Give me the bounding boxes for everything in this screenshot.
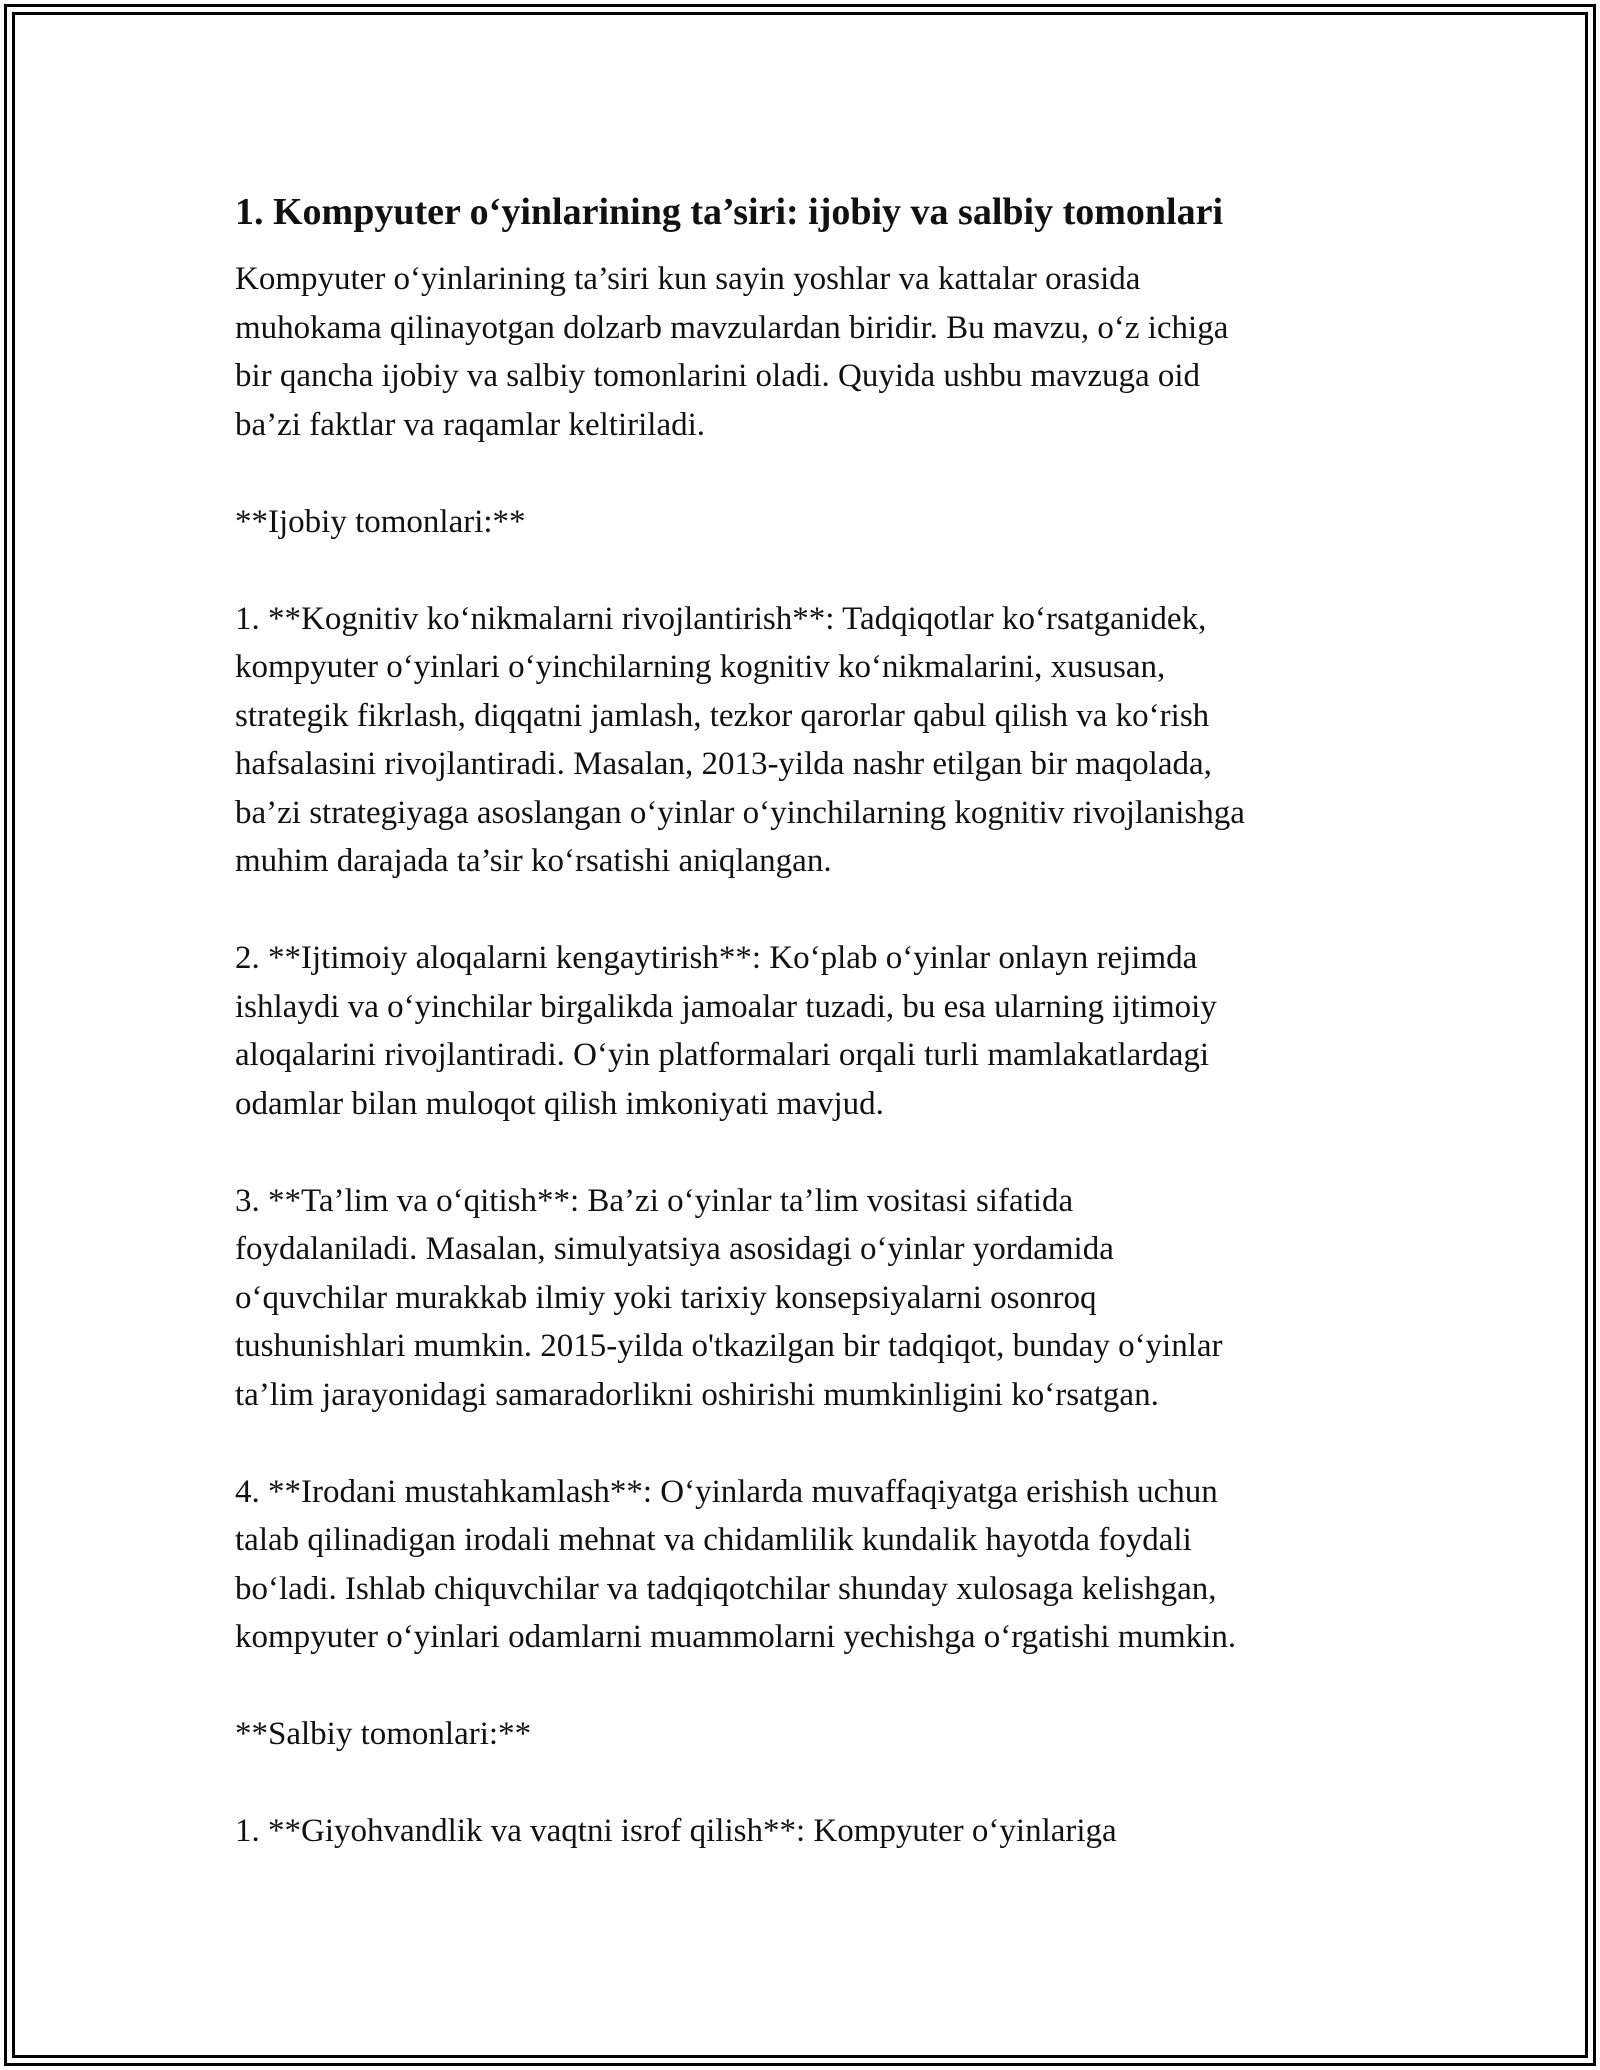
text-line: bo‘ladi. Ishlab chiquvchilar va tadqiqotchilar shunday xulosaga kelishgan, <box>235 1570 1217 1607</box>
text-line: 2. **Ijtimoiy aloqalarni kengaytirish**: Ko‘plab o‘yinlar onlayn rejimda <box>235 940 1198 976</box>
text-line: odamlar bilan muloqot qilish imkoniyati mavjud. <box>235 1085 884 1122</box>
text-line: Kompyuter o‘yinlarining ta’siri kun sayin yoshlar va kattalar orasida <box>235 261 1141 297</box>
text-line: ba’zi faktlar va raqamlar keltiriladi. <box>235 406 706 443</box>
paragraph-gap <box>235 1419 1385 1468</box>
negative-item-1 <box>235 1807 1385 1856</box>
positive-item-2 <box>235 934 1385 1128</box>
text-line: ta’lim jarayonidagi samaradorlikni oshirishi mumkinligini ko‘rsatgan. <box>235 1376 1159 1413</box>
section-heading-text: **Salbiy tomonlari:** <box>235 1716 532 1752</box>
text-line: talab qilinadigan irodali mehnat va chidamlilik kundalik hayotda foydali <box>235 1522 1192 1558</box>
paragraph-gap <box>235 1759 1385 1808</box>
positive-item-1 <box>235 595 1385 886</box>
text-line: tushunishlari mumkin. 2015-yilda o'tkazilgan bir tadqiqot, bunday o‘yinlar <box>235 1328 1223 1364</box>
text-line: hafsalasini rivojlantiradi. Masalan, 2013-yilda nashr etilgan bir maqolada, <box>235 746 1212 782</box>
text-line: 3. **Ta’lim va o‘qitish**: Ba’zi o‘yinlar ta’lim vositasi sifatida <box>235 1182 1074 1219</box>
paragraph-gap <box>235 449 1385 498</box>
document-title: 1. Kompyuter o‘yinlarining ta’siri: ijobiy va salbiy tomonlari <box>235 191 1224 233</box>
text-line: 4. **Irodani mustahkamlash**: O‘yinlarda muvaffaqiyatga erishish uchun <box>235 1473 1218 1510</box>
text-line: muhim darajada ta’sir ko‘rsatishi aniqlangan. <box>235 843 832 879</box>
positive-heading <box>235 498 1385 547</box>
section-heading-text: **Ijobiy tomonlari:** <box>235 503 526 540</box>
text-line: foydalaniladi. Masalan, simulyatsiya asosidagi o‘yinlar yordamida <box>235 1231 1114 1267</box>
text-line: 1. **Kognitiv ko‘nikmalarni rivojlantirish**: Tadqiqotlar ko‘rsatganidek, <box>235 600 1207 637</box>
text-line: bir qancha ijobiy va salbiy tomonlarini oladi. Quyida ushbu mavzuga oid <box>235 358 1201 394</box>
text-line: o‘quvchilar murakkab ilmiy yoki tarixiy konsepsiyalarni osonroq <box>235 1279 1097 1316</box>
text-line: aloqalarini rivojlantiradi. O‘yin platformalari orqali turli mamlakatlardagi <box>235 1037 1210 1073</box>
positive-item-3 <box>235 1177 1385 1420</box>
paragraph-gap <box>235 886 1385 935</box>
positive-item-4 <box>235 1468 1385 1662</box>
text-line: kompyuter o‘yinlari odamlarni muammolarni yechishga o‘rgatishi mumkin. <box>235 1619 1237 1655</box>
paragraph-gap <box>235 1662 1385 1711</box>
text-line: strategik fikrlash, diqqatni jamlash, tezkor qarorlar qabul qilish va ko‘rish <box>235 697 1210 734</box>
negative-heading <box>235 1710 1385 1759</box>
paragraph-gap <box>235 546 1385 595</box>
text-line: ishlaydi va o‘yinchilar birgalikda jamoalar tuzadi, bu esa ularning ijtimoiy <box>235 988 1217 1025</box>
text-line: 1. **Giyohvandlik va vaqtni isrof qilish**: Kompyuter o‘yinlariga <box>235 1813 1117 1849</box>
text-line: muhokama qilinayotgan dolzarb mavzulardan biridir. Bu mavzu, o‘z ichiga <box>235 309 1229 346</box>
text-line: ba’zi strategiyaga asoslangan o‘yinlar o‘yinchilarning kognitiv rivojlanishga <box>235 794 1245 831</box>
document-body <box>235 186 1385 1856</box>
intro-paragraph <box>235 255 1385 449</box>
text-line: kompyuter o‘yinlari o‘yinchilarning kognitiv ko‘nikmalarini, xususan, <box>235 649 1166 685</box>
paragraph-gap <box>235 1128 1385 1177</box>
